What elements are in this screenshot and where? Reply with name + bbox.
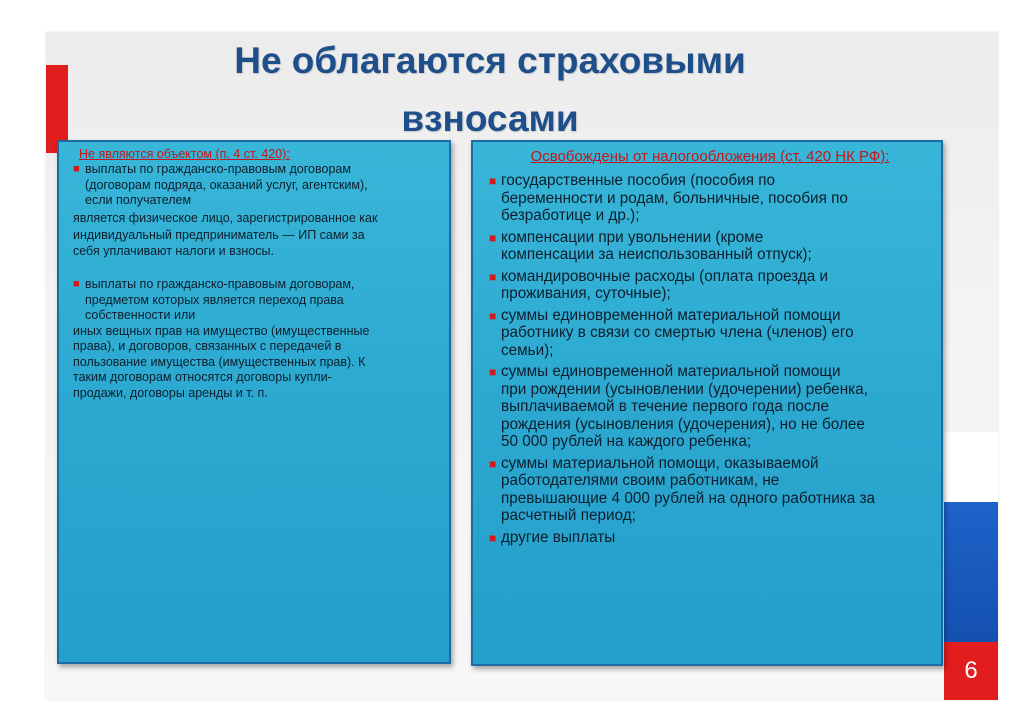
right-item [489, 307, 931, 360]
left-item-1 [73, 162, 441, 209]
right-item-line: беременности и родам, больничные, пособия по [501, 189, 848, 207]
right-item [489, 229, 931, 264]
slide-title [180, 32, 800, 148]
left-item-1-cont: индивидуальный предприниматель — ИП сами за [73, 228, 365, 242]
left-item-2-cont: таким договорам относятся договоры купли- [73, 370, 332, 384]
page-number [944, 642, 998, 700]
right-item-line: семьи); [501, 341, 554, 359]
right-item-line: превышающие 4 000 рублей на одного работника за [501, 489, 876, 507]
right-item-line: другие выплаты [501, 528, 616, 546]
right-item [489, 529, 931, 547]
right-item-line: безработице и др.); [501, 207, 640, 224]
left-item-2-line: собственности или [85, 308, 196, 322]
bullet-icon: ■ [489, 174, 497, 188]
bullet-icon: ■ [489, 456, 497, 471]
bullet-icon: ■ [73, 163, 80, 175]
bullet-icon: ■ [489, 230, 497, 245]
right-panel-heading: Освобождены от налогообложения (ст. 420 НК РФ): [530, 148, 890, 165]
right-item [489, 455, 931, 525]
left-panel-heading: Не являются объектом (п. 4 ст. 420): [79, 147, 290, 161]
title-line-2: взносами [401, 98, 579, 139]
right-item-line: работодателями своим работникам, не [501, 472, 780, 489]
left-item-2-cont: права), и договоров, связанных с передачей в [73, 339, 342, 353]
bullet-icon: ■ [73, 278, 80, 290]
right-item-line: рождения (усыновления (удочерения), но не более [501, 415, 865, 433]
left-item-1-line: (договорам подряда, оказаний услуг, агентским), [85, 177, 368, 192]
right-item-line: государственные пособия (пособия по [501, 172, 776, 189]
bullet-icon: ■ [489, 308, 497, 323]
right-item [489, 172, 931, 225]
right-item-line: компенсации при увольнении (кроме [501, 228, 764, 246]
left-item-2-cont: продажи, договоры аренды и т. п. [73, 385, 268, 400]
right-item [489, 363, 931, 451]
bullet-icon: ■ [489, 530, 497, 545]
bullet-icon: ■ [489, 365, 497, 379]
bullet-icon: ■ [489, 269, 497, 284]
page-number-text: 6 [964, 657, 978, 684]
right-item [489, 268, 931, 303]
right-item-line: 50 000 рублей на каждого ребенка; [501, 433, 752, 450]
left-item-2-cont: иных вещных прав на имущество (имущественные [73, 323, 370, 338]
left-item-1-cont: является физическое лицо, зарегистрированное как [73, 210, 378, 225]
right-item-line: командировочные расходы (оплата проезда и [501, 267, 829, 285]
right-item-line: компенсации за неиспользованный отпуск); [501, 246, 812, 263]
left-item-2-cont: пользование имущества (имущественных прав). К [73, 354, 366, 369]
left-item-1-cont: себя уплачивают налоги и взносы. [73, 243, 274, 258]
right-item-line: расчетный период; [501, 507, 636, 524]
right-item-line: выплачиваемой в течение первого года после [501, 398, 829, 415]
left-item-2 [73, 277, 441, 324]
right-item-line: работнику в связи со смертью члена (членов) его [501, 324, 854, 341]
left-item-2-line: выплаты по гражданско-правовым договорам, [85, 277, 355, 291]
right-item-line: суммы единовременной материальной помощи [501, 306, 841, 324]
left-item-1-line: выплаты по гражданско-правовым договорам [85, 162, 351, 176]
flag-white-stripe [944, 432, 998, 502]
left-item-2-line: предметом которых является переход права [85, 292, 344, 307]
flag-blue-stripe [944, 502, 998, 642]
left-item-1-line: если получателем [85, 193, 192, 207]
right-item-line: при рождении (усыновлении (удочерении) ребенка, [501, 380, 868, 398]
left-panel [57, 140, 451, 664]
right-item-line: суммы материальной помощи, оказываемой [501, 454, 819, 472]
right-item-line: проживания, суточные); [501, 285, 671, 302]
title-line-1: Не облагаются страховыми [234, 40, 746, 81]
right-panel [471, 140, 943, 666]
right-item-line: суммы единовременной материальной помощи [501, 363, 841, 380]
